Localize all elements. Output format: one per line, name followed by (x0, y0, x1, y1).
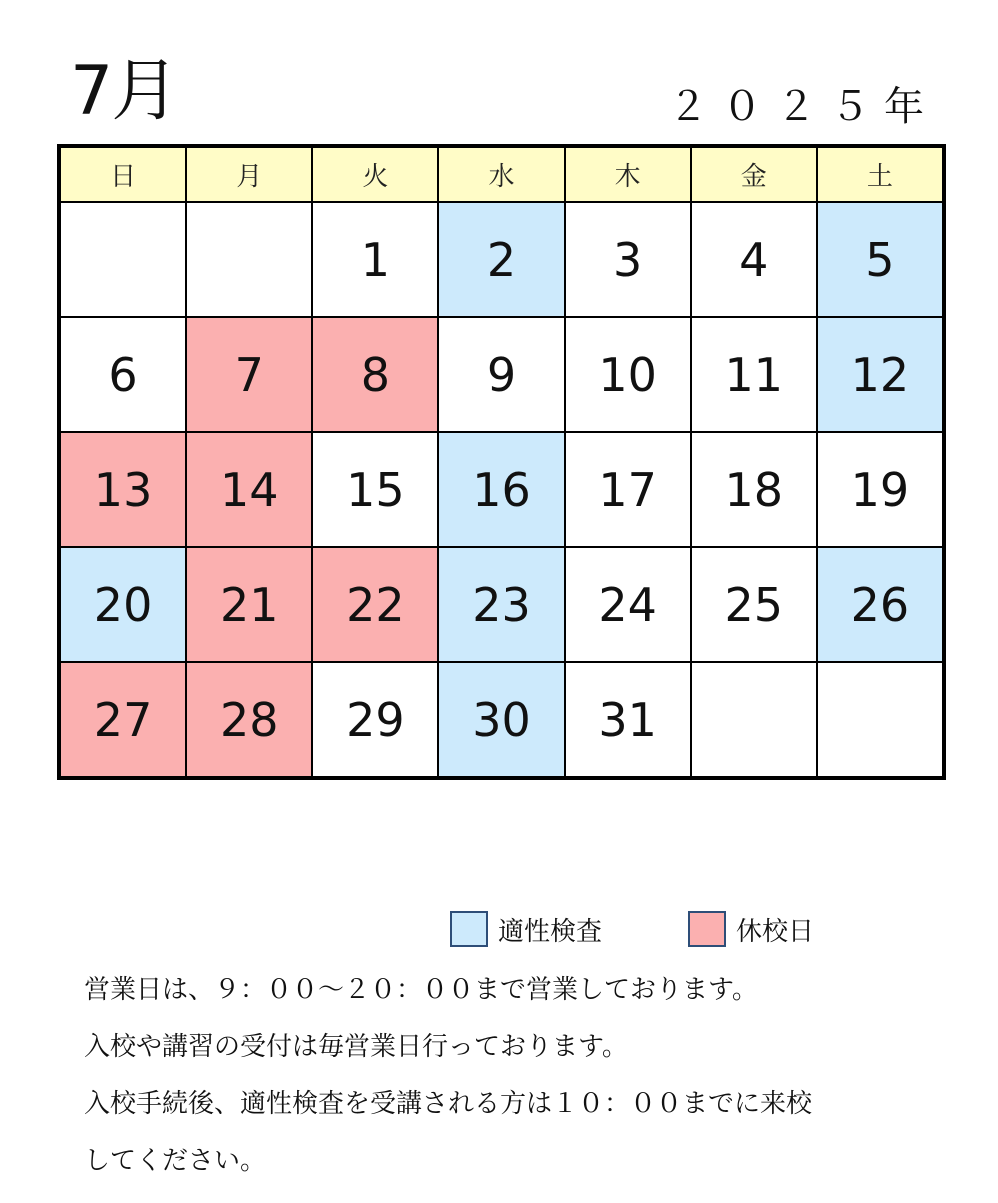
calendar-day-cell: 3 (566, 203, 690, 316)
calendar-day-cell: 5 (818, 203, 942, 316)
calendar-day-cell: 7 (187, 318, 311, 431)
calendar-day-cell: 27 (61, 663, 185, 776)
legend-swatch-closed (688, 911, 726, 947)
calendar-day-cell: 25 (692, 548, 816, 661)
weekday-header: 日 (61, 148, 185, 201)
calendar-day-cell: 16 (439, 433, 563, 546)
legend-item-closed (688, 911, 814, 948)
year-label: ２０２５年 (668, 84, 938, 130)
calendar-day-cell: 30 (439, 663, 563, 776)
calendar-day-cell: 2 (439, 203, 563, 316)
weekday-header: 火 (313, 148, 437, 201)
calendar-day-cell: 29 (313, 663, 437, 776)
note-line: してください。 (84, 1146, 267, 1176)
legend-label-exam: 適性検査 (498, 916, 603, 947)
calendar-day-cell: 28 (187, 663, 311, 776)
calendar-day-cell: 21 (187, 548, 311, 661)
calendar-empty-cell (61, 203, 185, 316)
note-line: 入校手続後、適性検査を受講される方は１０：００までに来校 (84, 1089, 813, 1119)
calendar-day-cell: 23 (439, 548, 563, 661)
note-line: 入校や講習の受付は毎営業日行っております。 (84, 1032, 628, 1062)
legend-label-closed: 休校日 (736, 916, 815, 947)
weekday-header: 水 (439, 148, 563, 201)
calendar-day-cell: 1 (313, 203, 437, 316)
legend-item-exam (450, 911, 602, 948)
calendar-grid (57, 144, 946, 780)
calendar-day-cell: 26 (818, 548, 942, 661)
calendar-day-cell: 31 (566, 663, 690, 776)
calendar-day-cell: 6 (61, 318, 185, 431)
calendar-day-cell: 20 (61, 548, 185, 661)
calendar-day-cell: 17 (566, 433, 690, 546)
weekday-header: 土 (818, 148, 942, 201)
note-line: 営業日は、９：００～２０：００まで営業しております。 (84, 975, 758, 1005)
calendar-day-cell: 18 (692, 433, 816, 546)
month-title: 7月 (70, 52, 178, 131)
calendar-empty-cell (187, 203, 311, 316)
calendar-empty-cell (818, 663, 942, 776)
legend (450, 908, 900, 950)
weekday-header: 月 (187, 148, 311, 201)
calendar-day-cell: 10 (566, 318, 690, 431)
calendar-day-cell: 15 (313, 433, 437, 546)
weekday-header: 金 (692, 148, 816, 201)
calendar-day-cell: 19 (818, 433, 942, 546)
weekday-header: 木 (566, 148, 690, 201)
calendar-day-cell: 4 (692, 203, 816, 316)
calendar-day-cell: 11 (692, 318, 816, 431)
calendar-day-cell: 13 (61, 433, 185, 546)
calendar-day-cell: 22 (313, 548, 437, 661)
calendar-day-cell: 9 (439, 318, 563, 431)
legend-swatch-exam (450, 911, 488, 947)
calendar-day-cell: 14 (187, 433, 311, 546)
calendar-day-cell: 8 (313, 318, 437, 431)
calendar-day-cell: 12 (818, 318, 942, 431)
notes (84, 962, 944, 1190)
calendar-day-cell: 24 (566, 548, 690, 661)
calendar-empty-cell (692, 663, 816, 776)
